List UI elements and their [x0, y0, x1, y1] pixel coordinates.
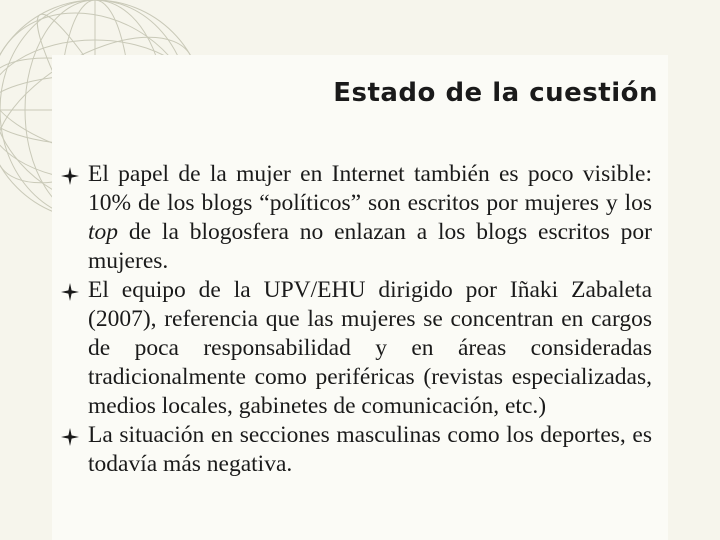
bullet-item	[60, 160, 652, 276]
bullet-text: El papel de la mujer en Internet también es poco visible: 10% de los blogs “políticos” son escritos por mujeres y los	[88, 161, 652, 216]
bullet-text: La situación en secciones masculinas como los deportes, es todavía más negativa.	[88, 422, 652, 477]
bullet-list	[60, 160, 652, 479]
bullet-item	[60, 276, 652, 421]
bullet-emphasis: top	[88, 219, 119, 245]
bullet-item	[60, 421, 652, 479]
four-point-star-icon	[60, 427, 80, 447]
bullet-text: El equipo de la UPV/EHU dirigido por Iñaki Zabaleta (2007), referencia que las mujeres se concentran en cargos de poca responsabilidad y en áreas consideradas tradicionalmente como periféricas (revistas especializadas, medios locales, gabinetes de comunicación, etc.)	[88, 277, 652, 419]
bullet-text-continued: de la blogosfera no enlazan a los blogs escritos por mujeres.	[88, 219, 652, 274]
slide-title: Estado de la cuestión	[333, 78, 658, 108]
four-point-star-icon	[60, 166, 80, 186]
four-point-star-icon	[60, 282, 80, 302]
